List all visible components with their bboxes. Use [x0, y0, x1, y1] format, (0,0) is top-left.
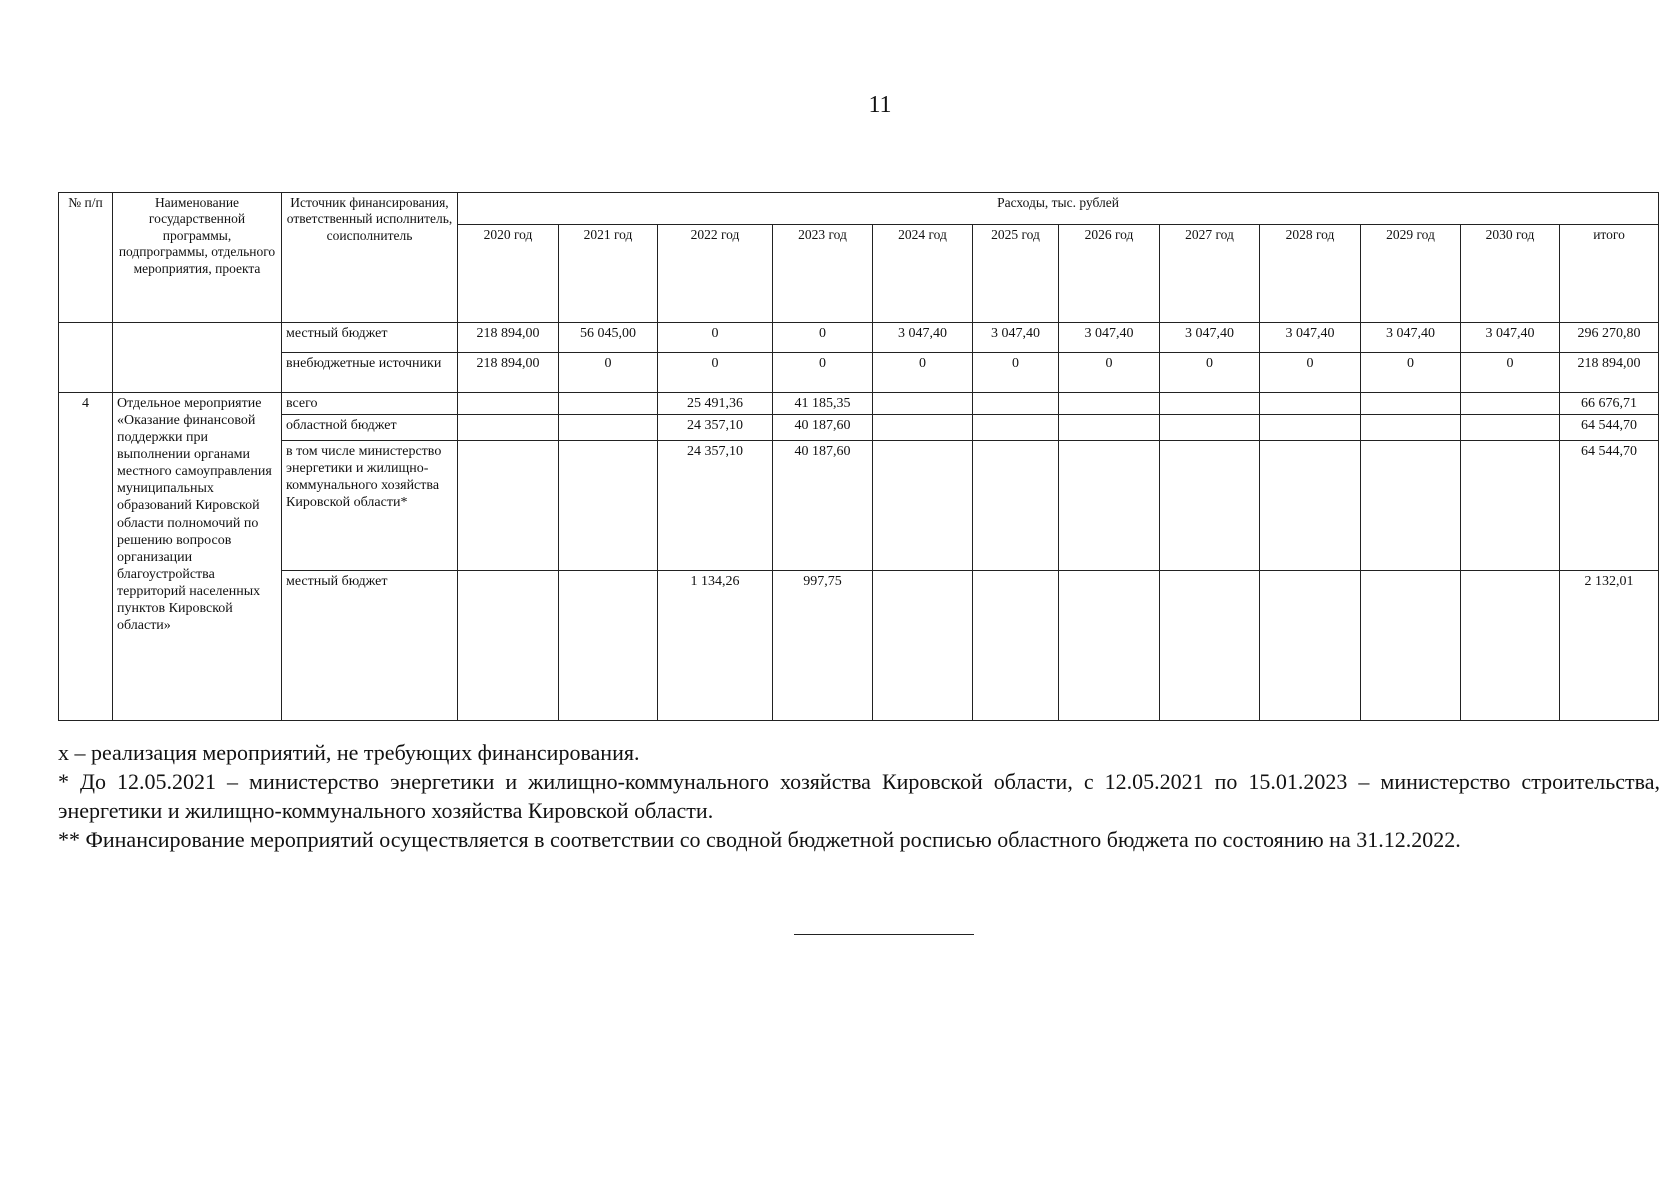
value-cell: 24 357,10	[658, 441, 773, 571]
value-cell: 218 894,00	[458, 353, 559, 393]
table-row	[59, 393, 1659, 415]
value-cell: 0	[1461, 353, 1560, 393]
total-cell: 218 894,00	[1560, 353, 1659, 393]
total-cell: 64 544,70	[1560, 415, 1659, 441]
value-cell	[1260, 571, 1361, 721]
table-row	[59, 415, 1659, 441]
value-cell	[873, 571, 973, 721]
total-cell: 64 544,70	[1560, 441, 1659, 571]
value-cell	[1160, 441, 1260, 571]
value-cell: 0	[1361, 353, 1461, 393]
header-year-2025: 2025 год	[973, 225, 1059, 323]
value-cell	[1059, 415, 1160, 441]
value-cell	[873, 415, 973, 441]
value-cell: 3 047,40	[873, 323, 973, 353]
source-cell: внебюджетные источники	[282, 353, 458, 393]
header-year-2023: 2023 год	[773, 225, 873, 323]
total-cell: 2 132,01	[1560, 571, 1659, 721]
value-cell	[458, 571, 559, 721]
header-year-2026: 2026 год	[1059, 225, 1160, 323]
value-cell	[1059, 571, 1160, 721]
value-cell	[973, 415, 1059, 441]
value-cell: 41 185,35	[773, 393, 873, 415]
value-cell	[1260, 393, 1361, 415]
value-cell	[458, 393, 559, 415]
value-cell	[1059, 393, 1160, 415]
header-year-2029: 2029 год	[1361, 225, 1461, 323]
value-cell: 25 491,36	[658, 393, 773, 415]
value-cell: 56 045,00	[559, 323, 658, 353]
item-name: Отдельное мероприятие «Оказание финансовой поддержки при выполнении органами местного самоуправления муниципальных образований Кировской области полномочий по решению вопросов организации благоустройства территорий населенных пунктов Кировской области»	[113, 393, 282, 721]
total-cell: 66 676,71	[1560, 393, 1659, 415]
value-cell	[873, 441, 973, 571]
value-cell	[973, 393, 1059, 415]
value-cell	[559, 441, 658, 571]
value-cell: 218 894,00	[458, 323, 559, 353]
value-cell	[1260, 415, 1361, 441]
value-cell: 3 047,40	[1260, 323, 1361, 353]
source-cell: областной бюджет	[282, 415, 458, 441]
table-row	[59, 353, 1659, 393]
source-cell: всего	[282, 393, 458, 415]
value-cell: 3 047,40	[1361, 323, 1461, 353]
value-cell	[873, 393, 973, 415]
value-cell	[973, 441, 1059, 571]
value-cell	[1461, 441, 1560, 571]
footnotes	[58, 738, 1660, 854]
page-number: 11	[868, 92, 892, 118]
value-cell: 0	[658, 323, 773, 353]
value-cell	[1361, 441, 1461, 571]
budget-table	[58, 192, 1659, 721]
footnote-double-asterisk: ** Финансирование мероприятий осуществляется в соответствии со сводной бюджетной росписью областного бюджета по состоянию на 31.12.2022.	[58, 827, 1461, 852]
value-cell	[559, 415, 658, 441]
header-year-2024: 2024 год	[873, 225, 973, 323]
value-cell	[1461, 393, 1560, 415]
header-expenses: Расходы, тыс. рублей	[458, 193, 1659, 225]
value-cell: 0	[1260, 353, 1361, 393]
value-cell: 0	[973, 353, 1059, 393]
value-cell: 3 047,40	[1461, 323, 1560, 353]
value-cell: 3 047,40	[1160, 323, 1260, 353]
value-cell	[1160, 415, 1260, 441]
value-cell: 3 047,40	[1059, 323, 1160, 353]
value-cell: 0	[1160, 353, 1260, 393]
value-cell	[1361, 415, 1461, 441]
header-year-2022: 2022 год	[658, 225, 773, 323]
table-row	[59, 441, 1659, 571]
value-cell	[1461, 571, 1560, 721]
header-num: № п/п	[59, 193, 113, 323]
header-year-2028: 2028 год	[1260, 225, 1361, 323]
value-cell	[1461, 415, 1560, 441]
footnote-x: х – реализация мероприятий, не требующих финансирования.	[58, 740, 640, 765]
value-cell: 0	[559, 353, 658, 393]
value-cell	[1361, 571, 1461, 721]
header-source: Источник финансирования, ответственный исполнитель, соисполнитель	[282, 193, 458, 323]
value-cell	[1059, 441, 1160, 571]
total-cell: 296 270,80	[1560, 323, 1659, 353]
value-cell	[1260, 441, 1361, 571]
header-total: итого	[1560, 225, 1659, 323]
value-cell: 3 047,40	[973, 323, 1059, 353]
end-rule	[794, 934, 974, 935]
header-name: Наименование государственной программы, подпрограммы, отдельного мероприятия, проекта	[113, 193, 282, 323]
value-cell: 0	[658, 353, 773, 393]
header-year-2027: 2027 год	[1160, 225, 1260, 323]
value-cell	[1361, 393, 1461, 415]
source-cell: местный бюджет	[282, 571, 458, 721]
value-cell	[458, 441, 559, 571]
value-cell	[1160, 571, 1260, 721]
source-cell: в том числе министерство энергетики и жилищно-коммунального хозяйства Кировской области*	[282, 441, 458, 571]
value-cell: 997,75	[773, 571, 873, 721]
table-row	[59, 571, 1659, 721]
value-cell	[973, 571, 1059, 721]
cont-name-cell	[113, 323, 282, 393]
value-cell: 0	[873, 353, 973, 393]
footnote-asterisk: * До 12.05.2021 – министерство энергетики и жилищно-коммунального хозяйства Кировской области, с 12.05.2021 по 15.01.2023 – министерство строительства, энергетики и жилищно-коммунального хозяйства Кировской области.	[58, 769, 1660, 823]
header-year-2021: 2021 год	[559, 225, 658, 323]
value-cell: 24 357,10	[658, 415, 773, 441]
table-row	[59, 323, 1659, 353]
value-cell: 1 134,26	[658, 571, 773, 721]
value-cell: 40 187,60	[773, 415, 873, 441]
value-cell: 40 187,60	[773, 441, 873, 571]
cont-num-cell	[59, 323, 113, 393]
value-cell: 0	[1059, 353, 1160, 393]
value-cell	[559, 571, 658, 721]
item-number: 4	[59, 393, 113, 721]
source-cell: местный бюджет	[282, 323, 458, 353]
header-year-2020: 2020 год	[458, 225, 559, 323]
value-cell: 0	[773, 323, 873, 353]
value-cell: 0	[773, 353, 873, 393]
value-cell	[458, 415, 559, 441]
value-cell	[1160, 393, 1260, 415]
header-year-2030: 2030 год	[1461, 225, 1560, 323]
value-cell	[559, 393, 658, 415]
